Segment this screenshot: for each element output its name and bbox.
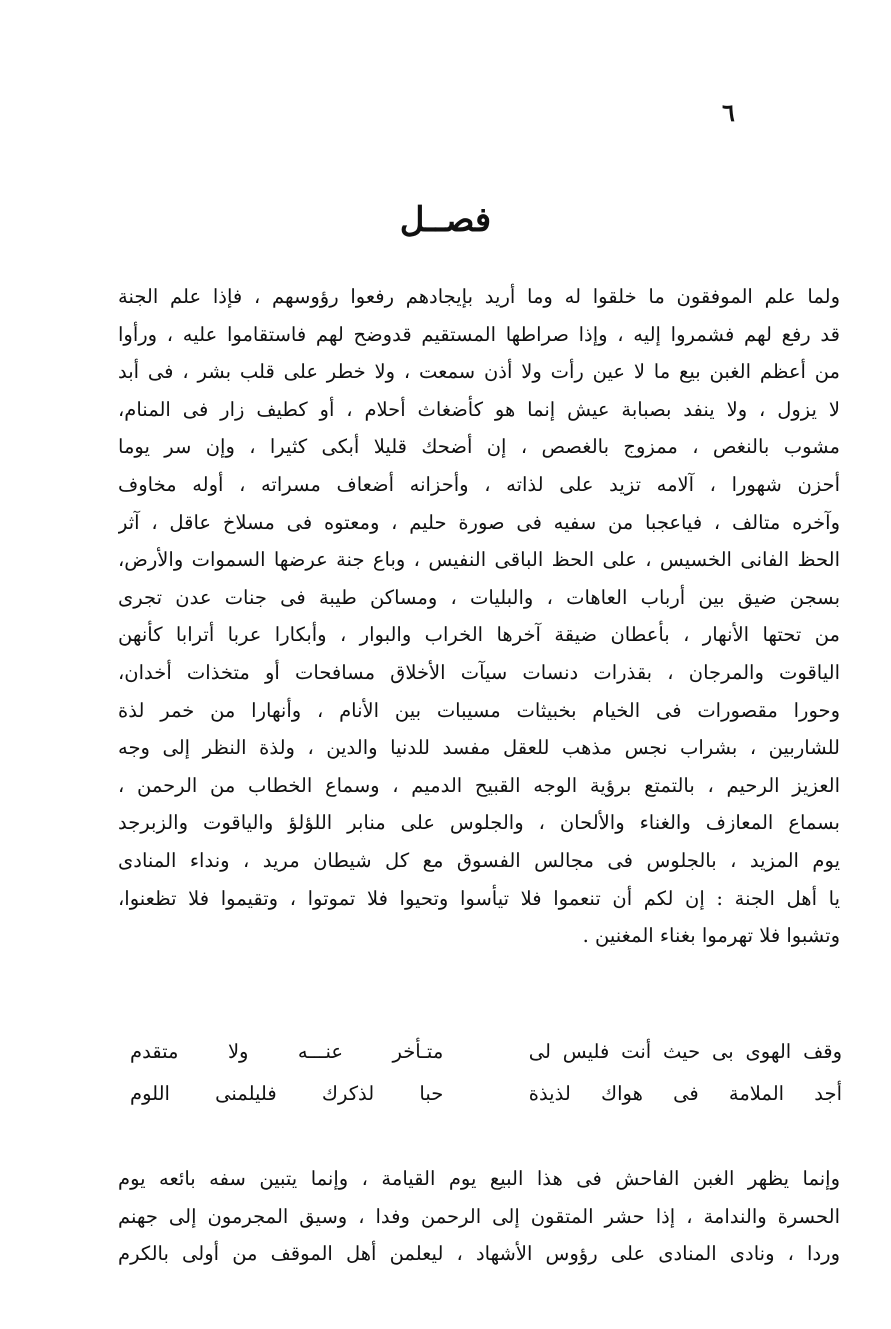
text-line: من تحتها الأنهار ، بأعطان ضيقة آخرها الخراب والبوار ، وأبكارا عربا أترابا كأنهن bbox=[118, 623, 840, 647]
text-line: العزيز الرحيم ، بالتمتع برؤية الوجه القبيح الدميم ، وسماع الخطاب من الرحمن ، bbox=[118, 773, 840, 797]
text-line: الحسرة والندامة ، إذا حشر المتقون إلى الرحمن وفدا ، وسيق المجرمون إلى جهنم bbox=[118, 1204, 840, 1228]
section-heading: فصــل bbox=[399, 200, 492, 240]
paragraph-1 bbox=[118, 278, 840, 955]
text-line: وتشبوا فلا تهرموا بغناء المغنين . bbox=[582, 924, 840, 948]
text-line: وآخره متالف ، فياعجبا من سفيه فى صورة حليم ، ومعتوه فى مسلاخ عاقل ، آثر bbox=[118, 510, 840, 534]
text-line: وردا ، ونادى المنادى على رؤوس الأشهاد ، ليعلمن أهل الموقف من أولى بالكرم bbox=[118, 1242, 840, 1266]
text-line: بسجن ضيق بين أرباب العاهات ، والبليات ، ومساكن طيبة فى جنات عدن تجرى bbox=[118, 585, 840, 609]
text-line: قد رفع لهم فشمروا إليه ، وإذا صراطها المستقيم قدوضح لهم فاستقاموا عليه ، ورأوا bbox=[118, 322, 840, 346]
text-line: يا أهل الجنة : إن لكم أن تنعموا فلا تيأسوا وتحيوا فلا تموتوا ، وتقيموا فلا تظعنوا، bbox=[118, 886, 840, 910]
text-line: أحزن شهورا ، آلامه تزيد على لذاته ، وأحزانه أضعاف مسراته ، أوله مخاوف bbox=[118, 472, 840, 496]
text-line: بسماع المعازف والغناء والألحان ، والجلوس على منابر اللؤلؤ والياقوت والزبرجد bbox=[118, 811, 840, 835]
text-line: للشاربين ، بشراب نجس مذهب للعقل مفسد للدنيا والدين ، ولذة النظر إلى وجه bbox=[118, 736, 840, 760]
text-line: من أعظم الغبن بيع ما لا عين رأت ولا أذن سمعت ، ولا خطر على قلب بشر ، فى أبد bbox=[118, 360, 840, 384]
text-line: وإنما يظهر الغبن الفاحش فى هذا البيع يوم القيامة ، وإنما يتبين سفه بائعه يوم bbox=[118, 1167, 840, 1190]
text-line: الحظ الفانى الخسيس ، على الحظ الباقى النفيس ، وباع جنة عرضها السموات والأرض، bbox=[118, 548, 840, 572]
first-hemistich: وقف الهوى بى حيث أنت فليس لى bbox=[528, 1040, 842, 1063]
text-line: ولما علم الموفقون ما خلقوا له وما أريد بإيجادهم رفعوا رؤوسهم ، فإذا علم الجنة bbox=[118, 285, 840, 308]
poem-verse bbox=[130, 1082, 842, 1118]
text-line: الياقوت والمرجان ، بقذرات دنسات سيآت الأخلاق مسافحات أو متخذات أخدان، bbox=[118, 660, 840, 684]
text-line: لا يزول ، ولا ينفد بصبابة عيش إنما هو كأضغاث أحلام ، أو كطيف زار فى المنام، bbox=[118, 397, 840, 421]
text-line: مشوب بالنغص ، ممزوج بالغصص ، إن أضحك قليلا أبكى كثيرا ، وإن سر يوما bbox=[118, 435, 840, 459]
second-hemistich: متـأخر عنـــه ولا متقدم bbox=[130, 1040, 444, 1063]
second-hemistich: حبا لذكرك فليلمنى اللوم bbox=[130, 1082, 444, 1105]
page-number: ٦ bbox=[722, 98, 735, 127]
poem-verse bbox=[130, 1040, 842, 1076]
paragraph-2 bbox=[118, 1160, 840, 1273]
first-hemistich: أجد الملامة فى هواك لذيذة bbox=[528, 1082, 842, 1105]
text-line: وحورا مقصورات فى الخيام بخبيثات مسيبات بين الأنام ، وأنهارا من خمر لذة bbox=[118, 698, 840, 722]
text-line: يوم المزيد ، بالجلوس فى مجالس الفسوق مع كل شيطان مريد ، ونداء المنادى bbox=[118, 848, 840, 872]
